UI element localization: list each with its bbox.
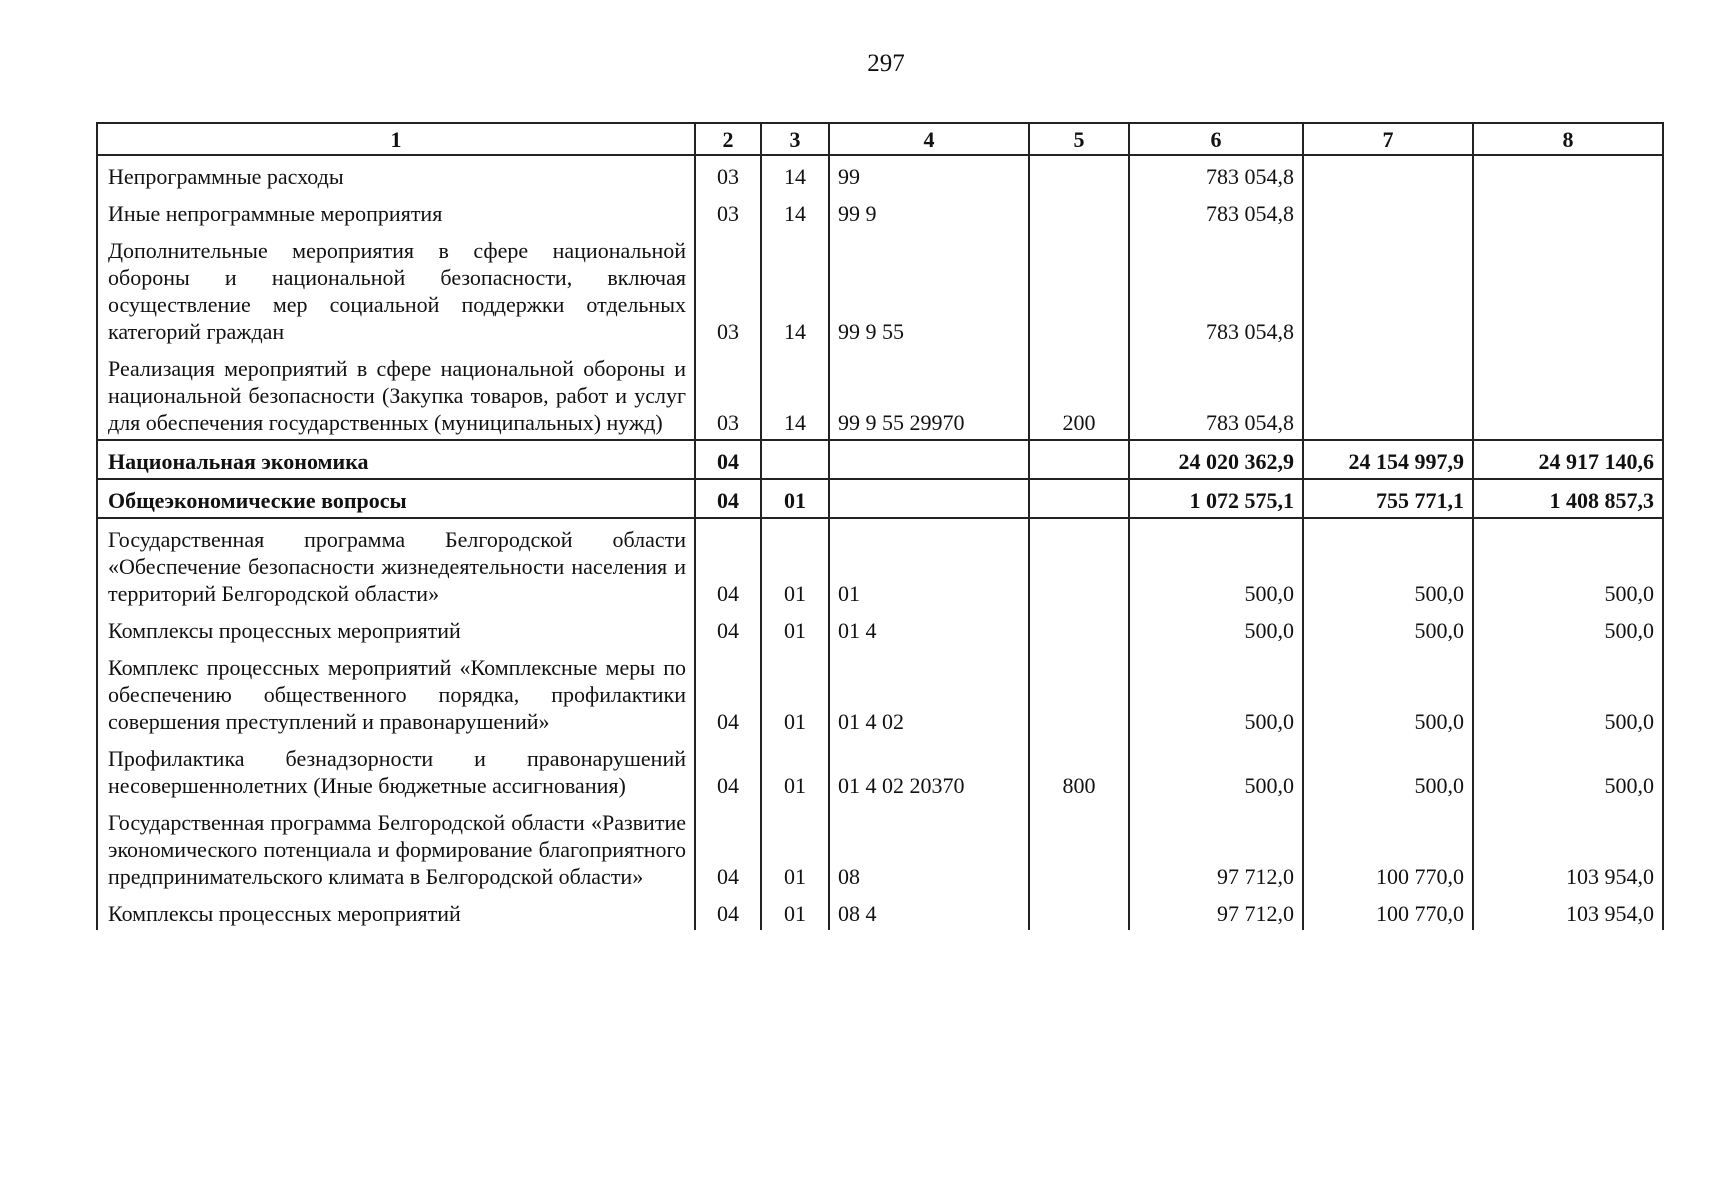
amount-col8-cell: 500,0 (1473, 610, 1663, 647)
table-body (97, 155, 1663, 930)
amount-col8-cell: 500,0 (1473, 738, 1663, 802)
expense-type-cell (1029, 193, 1129, 230)
subsection-code-cell: 01 (761, 647, 829, 738)
page-number: 297 (867, 50, 905, 77)
amount-col7-cell (1303, 230, 1473, 348)
expense-type-cell (1029, 155, 1129, 193)
amount-col7-cell: 500,0 (1303, 738, 1473, 802)
expense-type-cell (1029, 479, 1129, 518)
expense-type-cell (1029, 802, 1129, 893)
subsection-code-cell: 01 (761, 518, 829, 610)
target-article-cell: 99 9 55 29970 (829, 348, 1029, 440)
section-code-cell: 04 (695, 440, 761, 479)
amount-col7-cell: 755 771,1 (1303, 479, 1473, 518)
expense-type-cell (1029, 440, 1129, 479)
header-row (97, 123, 1663, 155)
target-article-cell (829, 440, 1029, 479)
amount-col7-cell: 500,0 (1303, 647, 1473, 738)
amount-col6-cell: 500,0 (1129, 518, 1303, 610)
row-name-cell: Общеэкономические вопросы (97, 479, 695, 518)
table-row (97, 230, 1663, 348)
row-name-cell: Комплексы процессных мероприятий (97, 610, 695, 647)
row-name-cell: Реализация мероприятий в сфере национальной обороны и национальной безопасности (Закупка товаров, работ и услуг для обеспечения государственных (муниципальных) нужд) (97, 348, 695, 440)
amount-col6-cell: 97 712,0 (1129, 893, 1303, 930)
header-cell: 7 (1303, 123, 1473, 155)
subsection-code-cell: 14 (761, 348, 829, 440)
amount-col8-cell: 103 954,0 (1473, 802, 1663, 893)
expense-type-cell (1029, 893, 1129, 930)
amount-col7-cell: 500,0 (1303, 610, 1473, 647)
expense-type-cell: 800 (1029, 738, 1129, 802)
amount-col6-cell: 500,0 (1129, 610, 1303, 647)
subsection-code-cell: 01 (761, 802, 829, 893)
subsection-code-cell: 01 (761, 610, 829, 647)
header-cell: 4 (829, 123, 1029, 155)
expense-type-cell (1029, 610, 1129, 647)
amount-col7-cell: 100 770,0 (1303, 893, 1473, 930)
amount-col7-cell: 24 154 997,9 (1303, 440, 1473, 479)
amount-col6-cell: 1 072 575,1 (1129, 479, 1303, 518)
target-article-cell: 08 (829, 802, 1029, 893)
subsection-code-cell: 01 (761, 738, 829, 802)
amount-col6-cell: 500,0 (1129, 647, 1303, 738)
table-row (97, 647, 1663, 738)
table-row (97, 348, 1663, 440)
row-name-cell: Непрограммные расходы (97, 155, 695, 193)
target-article-cell: 01 4 02 (829, 647, 1029, 738)
row-name-cell: Государственная программа Белгородской области «Развитие экономического потенциала и формирование благоприятного предпринимательского климата в Белгородской области» (97, 802, 695, 893)
section-code-cell: 04 (695, 610, 761, 647)
amount-col6-cell: 97 712,0 (1129, 802, 1303, 893)
header-cell: 1 (97, 123, 695, 155)
target-article-cell: 99 9 55 (829, 230, 1029, 348)
subsection-code-cell (761, 440, 829, 479)
target-article-cell: 08 4 (829, 893, 1029, 930)
table-row (97, 610, 1663, 647)
table-row (97, 193, 1663, 230)
row-name-cell: Национальная экономика (97, 440, 695, 479)
section-code-cell: 03 (695, 155, 761, 193)
budget-table (96, 122, 1664, 930)
amount-col8-cell: 103 954,0 (1473, 893, 1663, 930)
row-name-cell: Комплексы процессных мероприятий (97, 893, 695, 930)
amount-col8-cell: 1 408 857,3 (1473, 479, 1663, 518)
section-code-cell: 04 (695, 518, 761, 610)
table-row (97, 479, 1663, 518)
amount-col6-cell: 783 054,8 (1129, 155, 1303, 193)
subsection-code-cell: 14 (761, 193, 829, 230)
amount-col8-cell (1473, 155, 1663, 193)
amount-col7-cell (1303, 193, 1473, 230)
row-name-cell: Государственная программа Белгородской области «Обеспечение безопасности жизнедеятельности населения и территорий Белгородской области» (97, 518, 695, 610)
table-row (97, 518, 1663, 610)
section-code-cell: 04 (695, 893, 761, 930)
amount-col6-cell: 500,0 (1129, 738, 1303, 802)
table-row (97, 802, 1663, 893)
section-code-cell: 04 (695, 479, 761, 518)
section-code-cell: 03 (695, 193, 761, 230)
row-name-cell: Профилактика безнадзорности и правонарушений несовершеннолетних (Иные бюджетные ассигнования) (97, 738, 695, 802)
expense-type-cell (1029, 518, 1129, 610)
expense-type-cell: 200 (1029, 348, 1129, 440)
amount-col6-cell: 24 020 362,9 (1129, 440, 1303, 479)
table-row (97, 155, 1663, 193)
target-article-cell: 01 (829, 518, 1029, 610)
amount-col6-cell: 783 054,8 (1129, 193, 1303, 230)
row-name-cell: Иные непрограммные мероприятия (97, 193, 695, 230)
header-cell: 2 (695, 123, 761, 155)
table-row (97, 893, 1663, 930)
header-cell: 3 (761, 123, 829, 155)
row-name-cell: Комплекс процессных мероприятий «Комплексные меры по обеспечению общественного порядка, профилактики совершения преступлений и правонарушений» (97, 647, 695, 738)
expense-type-cell (1029, 647, 1129, 738)
header-cell: 8 (1473, 123, 1663, 155)
subsection-code-cell: 14 (761, 155, 829, 193)
section-code-cell: 04 (695, 647, 761, 738)
amount-col8-cell (1473, 230, 1663, 348)
section-code-cell: 04 (695, 738, 761, 802)
section-code-cell: 03 (695, 230, 761, 348)
table-row (97, 738, 1663, 802)
header-cell: 6 (1129, 123, 1303, 155)
amount-col8-cell (1473, 348, 1663, 440)
amount-col7-cell: 500,0 (1303, 518, 1473, 610)
amount-col7-cell (1303, 348, 1473, 440)
target-article-cell: 01 4 02 20370 (829, 738, 1029, 802)
section-code-cell: 03 (695, 348, 761, 440)
amount-col7-cell (1303, 155, 1473, 193)
target-article-cell: 99 9 (829, 193, 1029, 230)
target-article-cell: 99 (829, 155, 1029, 193)
amount-col8-cell: 500,0 (1473, 647, 1663, 738)
section-code-cell: 04 (695, 802, 761, 893)
amount-col8-cell: 24 917 140,6 (1473, 440, 1663, 479)
table-row (97, 440, 1663, 479)
expense-type-cell (1029, 230, 1129, 348)
row-name-cell: Дополнительные мероприятия в сфере национальной обороны и национальной безопасности, включая осуществление мер социальной поддержки отдельных категорий граждан (97, 230, 695, 348)
subsection-code-cell: 01 (761, 893, 829, 930)
amount-col8-cell (1473, 193, 1663, 230)
target-article-cell: 01 4 (829, 610, 1029, 647)
subsection-code-cell: 14 (761, 230, 829, 348)
amount-col8-cell: 500,0 (1473, 518, 1663, 610)
subsection-code-cell: 01 (761, 479, 829, 518)
amount-col6-cell: 783 054,8 (1129, 230, 1303, 348)
target-article-cell (829, 479, 1029, 518)
amount-col7-cell: 100 770,0 (1303, 802, 1473, 893)
amount-col6-cell: 783 054,8 (1129, 348, 1303, 440)
header-cell: 5 (1029, 123, 1129, 155)
